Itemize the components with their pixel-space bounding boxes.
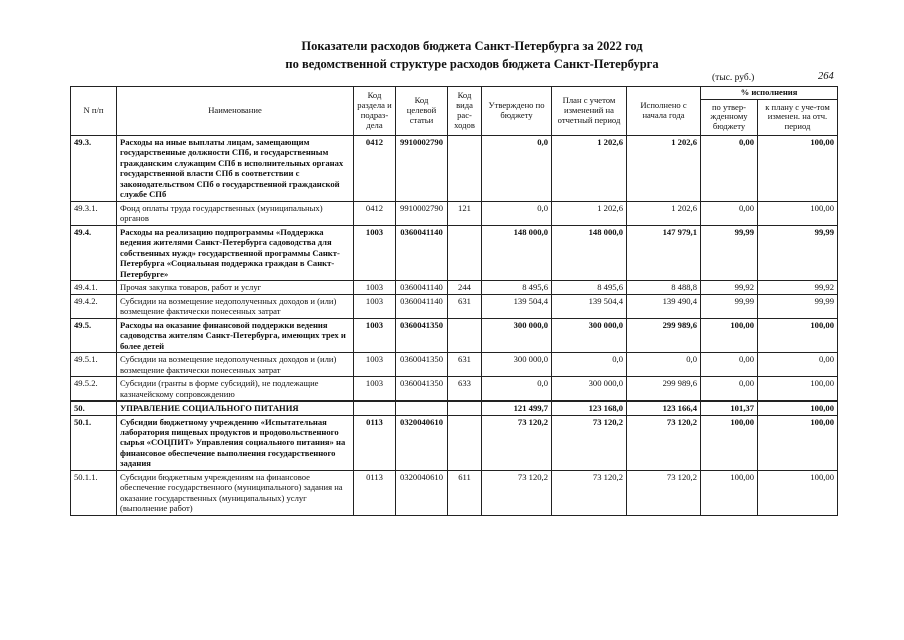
row-plan: 1 202,6 (552, 135, 627, 201)
row-isp: 147 979,1 (627, 225, 701, 280)
row-number: 49.3. (71, 135, 117, 201)
row-utv: 121 499,7 (482, 401, 552, 415)
table-row (71, 415, 838, 470)
row-utv: 73 120,2 (482, 470, 552, 515)
row-number: 49.5.2. (71, 377, 117, 401)
row-utv: 0,0 (482, 377, 552, 401)
row-cel: 9910002790 (396, 201, 448, 225)
row-name: Расходы на реализацию подпрограммы «Поддержка ведения жителями Санкт-Петербурга садоводства для собственных нужд» государственной программы Санкт-Петербурга «Социальная поддержка граждан в Санкт-Петербурге» (117, 225, 354, 280)
row-pct-utv: 100,00 (701, 470, 758, 515)
row-vid: 631 (448, 294, 482, 318)
row-isp: 299 989,6 (627, 318, 701, 352)
row-cel: 0320040610 (396, 415, 448, 470)
row-utv: 73 120,2 (482, 415, 552, 470)
row-cel: 9910002790 (396, 135, 448, 201)
row-utv: 148 000,0 (482, 225, 552, 280)
row-razdel: 0113 (354, 415, 396, 470)
table-row (71, 294, 838, 318)
row-vid (448, 225, 482, 280)
col-header-pct-utv: по утвер-жденному бюджету (701, 99, 758, 135)
row-isp: 73 120,2 (627, 415, 701, 470)
row-vid: 121 (448, 201, 482, 225)
row-name: Субсидии (гранты в форме субсидий), не подлежащие казначейскому сопровождению (117, 377, 354, 401)
table-row (71, 135, 838, 201)
row-number: 49.5. (71, 318, 117, 352)
row-pct-plan: 100,00 (758, 201, 838, 225)
row-razdel: 1003 (354, 281, 396, 294)
row-cel (396, 401, 448, 415)
row-plan: 73 120,2 (552, 415, 627, 470)
row-plan: 123 168,0 (552, 401, 627, 415)
row-name: Субсидии на возмещение недополученных доходов и (или) возмещение фактически понесенных затрат (117, 294, 354, 318)
row-isp: 1 202,6 (627, 135, 701, 201)
row-pct-plan: 100,00 (758, 415, 838, 470)
row-cel: 0360041350 (396, 377, 448, 401)
col-header-pct-group: % исполнения (701, 87, 838, 100)
row-isp: 0,0 (627, 353, 701, 377)
row-plan: 0,0 (552, 353, 627, 377)
row-name: Расходы на оказание финансовой поддержки ведения садоводства жителям Санкт-Петербурга, имеющих трех и более детей (117, 318, 354, 352)
row-razdel: 0412 (354, 135, 396, 201)
row-number: 49.5.1. (71, 353, 117, 377)
page-subtitle: по ведомственной структуре расходов бюджета Санкт-Петербурга (285, 57, 659, 71)
row-vid (448, 415, 482, 470)
col-header-num: N п/п (71, 87, 117, 136)
row-utv: 0,0 (482, 201, 552, 225)
row-vid (448, 318, 482, 352)
row-pct-utv: 99,92 (701, 281, 758, 294)
row-pct-utv: 0,00 (701, 353, 758, 377)
page-title: Показатели расходов бюджета Санкт-Петербурга за 2022 год (301, 39, 643, 53)
table-row (71, 225, 838, 280)
table-row (71, 470, 838, 515)
row-razdel: 1003 (354, 377, 396, 401)
col-header-isp: Исполнено с начала года (627, 87, 701, 136)
row-isp: 299 989,6 (627, 377, 701, 401)
row-pct-plan: 100,00 (758, 377, 838, 401)
row-pct-plan: 99,99 (758, 294, 838, 318)
units-label: (тыс. руб.) (712, 73, 755, 83)
row-razdel: 1003 (354, 318, 396, 352)
row-cel: 0360041140 (396, 281, 448, 294)
row-plan: 1 202,6 (552, 201, 627, 225)
table-row (71, 281, 838, 294)
row-utv: 0,0 (482, 135, 552, 201)
row-pct-plan: 0,00 (758, 353, 838, 377)
row-name: Расходы на иные выплаты лицам, замещающим государственные должности СПб, и государственным гражданским служащим СПб в исполнительных органах государственной власти СПб в соответствии с законодательством СПб о государственной гражданской службе СПб (117, 135, 354, 201)
row-plan: 8 495,6 (552, 281, 627, 294)
budget-table (70, 86, 838, 516)
row-isp: 8 488,8 (627, 281, 701, 294)
row-vid: 611 (448, 470, 482, 515)
row-number: 50.1.1. (71, 470, 117, 515)
row-plan: 148 000,0 (552, 225, 627, 280)
row-plan: 300 000,0 (552, 318, 627, 352)
row-name: Субсидии бюджетным учреждениям на финансовое обеспечение государственного (муниципального) задания на оказание государственных (муниципальных) услуг (выполнение работ) (117, 470, 354, 515)
row-cel: 0360041350 (396, 318, 448, 352)
row-number: 49.4. (71, 225, 117, 280)
row-cel: 0360041140 (396, 294, 448, 318)
table-row (71, 201, 838, 225)
row-pct-plan: 100,00 (758, 318, 838, 352)
row-vid (448, 135, 482, 201)
row-number: 49.4.2. (71, 294, 117, 318)
row-number: 50.1. (71, 415, 117, 470)
row-pct-utv: 100,00 (701, 318, 758, 352)
row-plan: 139 504,4 (552, 294, 627, 318)
table-row (71, 353, 838, 377)
col-header-plan: План с учетом изменений на отчетный период (552, 87, 627, 136)
row-isp: 73 120,2 (627, 470, 701, 515)
row-pct-utv: 0,00 (701, 135, 758, 201)
page-number: 264 (818, 71, 834, 82)
col-header-cel: Код целевой статьи (396, 87, 448, 136)
row-utv: 300 000,0 (482, 318, 552, 352)
table-row (71, 318, 838, 352)
row-isp: 123 166,4 (627, 401, 701, 415)
row-razdel: 1003 (354, 353, 396, 377)
row-name: Субсидии на возмещение недополученных доходов и (или) возмещение фактически понесенных затрат (117, 353, 354, 377)
table-row (71, 401, 838, 415)
row-number: 49.3.1. (71, 201, 117, 225)
row-pct-plan: 100,00 (758, 401, 838, 415)
row-pct-plan: 99,99 (758, 225, 838, 280)
row-pct-utv: 99,99 (701, 225, 758, 280)
row-number: 50. (71, 401, 117, 415)
row-plan: 300 000,0 (552, 377, 627, 401)
row-pct-plan: 100,00 (758, 135, 838, 201)
col-header-utv: Утверждено по бюджету (482, 87, 552, 136)
row-plan: 73 120,2 (552, 470, 627, 515)
row-pct-utv: 0,00 (701, 201, 758, 225)
row-razdel: 0412 (354, 201, 396, 225)
row-name: УПРАВЛЕНИЕ СОЦИАЛЬНОГО ПИТАНИЯ (117, 401, 354, 415)
row-cel: 0360041140 (396, 225, 448, 280)
row-vid: 631 (448, 353, 482, 377)
row-name: Субсидии бюджетному учреждению «Испытательная лаборатория пищевых продуктов и продовольственного сырья «СОЦПИТ» Управления социального питания» на финансовое обеспечение выполнения государственного задания (117, 415, 354, 470)
col-header-name: Наименование (117, 87, 354, 136)
row-vid: 244 (448, 281, 482, 294)
row-name: Прочая закупка товаров, работ и услуг (117, 281, 354, 294)
row-pct-plan: 100,00 (758, 470, 838, 515)
row-pct-utv: 100,00 (701, 415, 758, 470)
row-isp: 139 490,4 (627, 294, 701, 318)
row-utv: 139 504,4 (482, 294, 552, 318)
row-number: 49.4.1. (71, 281, 117, 294)
row-razdel: 1003 (354, 225, 396, 280)
row-pct-utv: 99,99 (701, 294, 758, 318)
table-row (71, 377, 838, 401)
row-pct-plan: 99,92 (758, 281, 838, 294)
row-isp: 1 202,6 (627, 201, 701, 225)
col-header-pct-plan: к плану с уче-том изменен. на отч. период (758, 99, 838, 135)
row-cel: 0360041350 (396, 353, 448, 377)
row-utv: 8 495,6 (482, 281, 552, 294)
row-razdel (354, 401, 396, 415)
row-razdel: 1003 (354, 294, 396, 318)
row-razdel: 0113 (354, 470, 396, 515)
row-pct-utv: 101,37 (701, 401, 758, 415)
col-header-vid: Код вида рас-ходов (448, 87, 482, 136)
row-vid (448, 401, 482, 415)
col-header-razdel: Код раздела и подраз-дела (354, 87, 396, 136)
row-cel: 0320040610 (396, 470, 448, 515)
row-name: Фонд оплаты труда государственных (муниципальных) органов (117, 201, 354, 225)
row-vid: 633 (448, 377, 482, 401)
row-pct-utv: 0,00 (701, 377, 758, 401)
row-utv: 300 000,0 (482, 353, 552, 377)
